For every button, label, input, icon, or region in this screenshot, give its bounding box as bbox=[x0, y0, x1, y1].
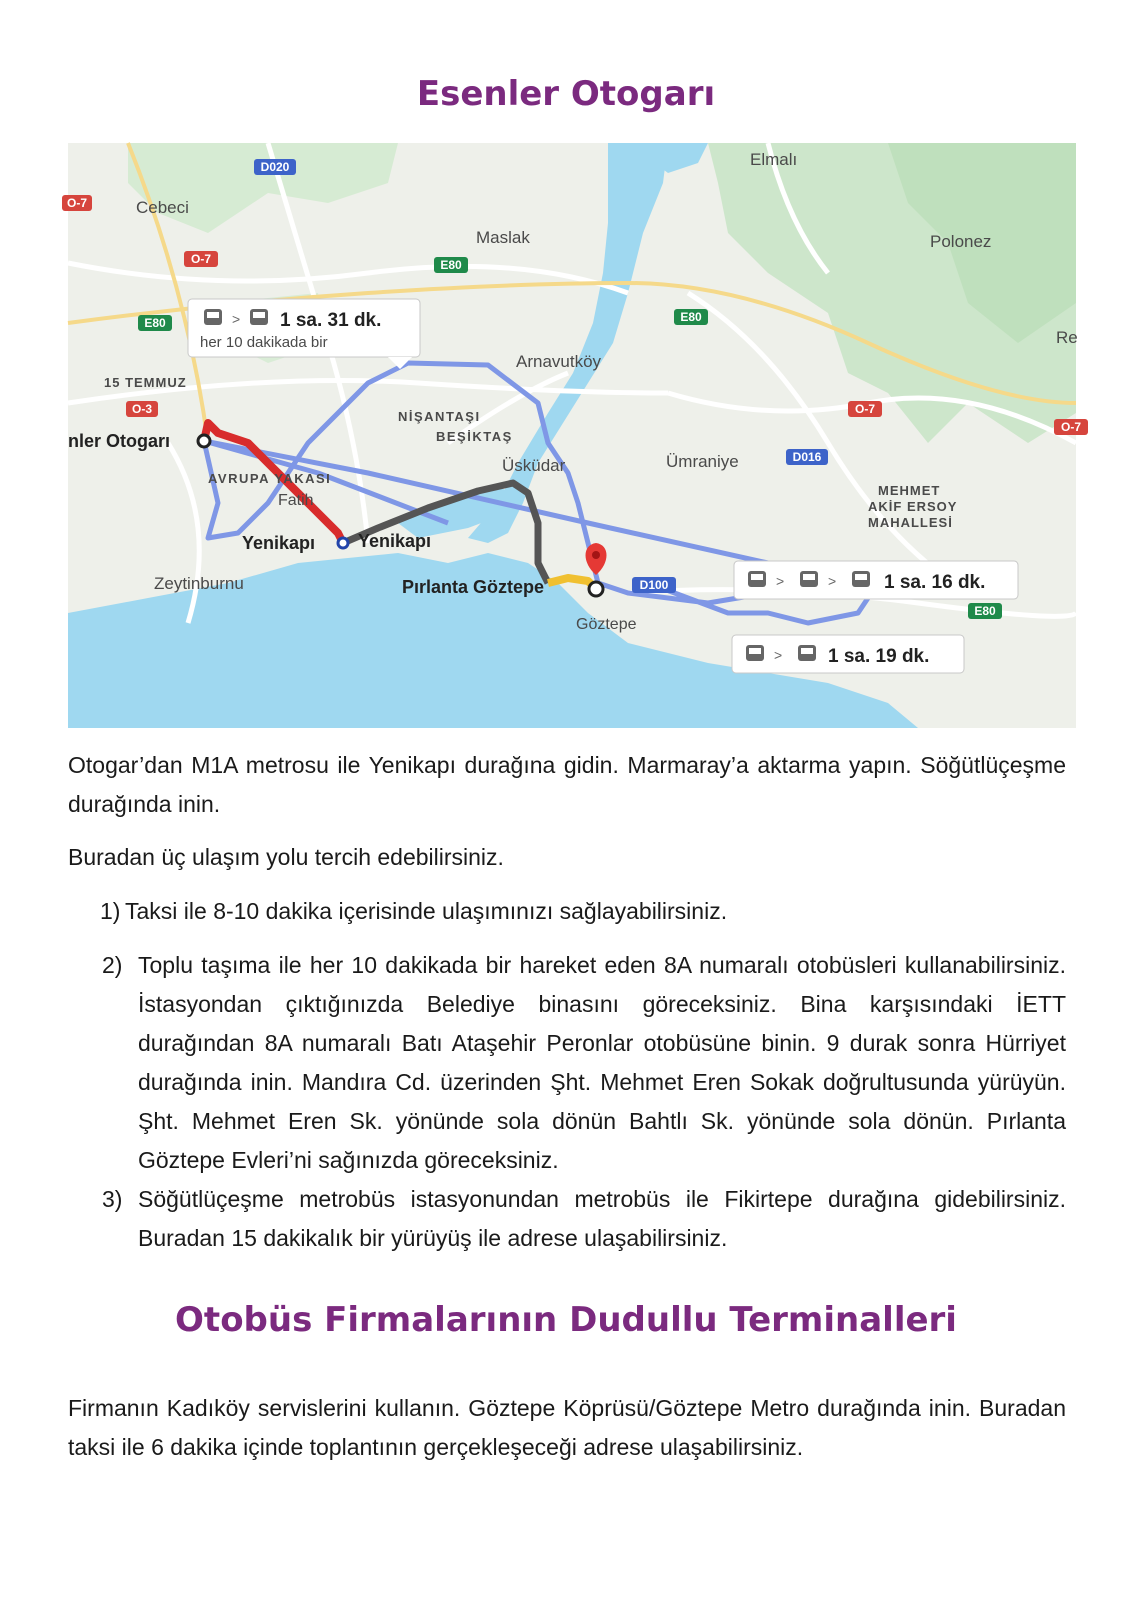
chevron-right-icon: > bbox=[776, 573, 785, 589]
transfer-marker[interactable] bbox=[338, 538, 348, 548]
place-label-destination: Pırlanta Göztepe bbox=[402, 577, 545, 597]
road-badge-label: O-3 bbox=[131, 402, 153, 416]
road-badge-label: E80 bbox=[974, 604, 996, 618]
road-badge-label: D020 bbox=[260, 160, 290, 174]
chevron-right-icon: > bbox=[774, 647, 783, 663]
bus-icon bbox=[204, 309, 222, 325]
list-item-text: Söğütlüçeşme metrobüs istasyonundan metrobüs ile Fikirtepe durağına gidebilirsiniz. Buradan 15 dakikalık bir yürüyüş ile adrese ulaşabilirsiniz. bbox=[138, 1186, 1066, 1251]
place-label: MAHALLESİ bbox=[868, 515, 953, 530]
origin-marker[interactable] bbox=[198, 435, 210, 447]
place-label: Cebeci bbox=[136, 198, 189, 217]
road-badge-label: O-7 bbox=[854, 402, 876, 416]
chevron-right-icon: > bbox=[232, 311, 241, 327]
route-map[interactable] bbox=[66, 143, 1082, 728]
road-badge-label: D100 bbox=[639, 578, 669, 592]
place-label: Üsküdar bbox=[502, 456, 566, 475]
place-label: Zeytinburnu bbox=[154, 574, 244, 593]
route-duration: 1 sa. 31 dk. bbox=[280, 310, 382, 331]
bus-icon bbox=[746, 645, 764, 661]
road-badge-label: O-7 bbox=[66, 196, 88, 210]
place-label: Polonez bbox=[930, 232, 992, 251]
place-label-yenikapi: Yenikapı bbox=[242, 533, 316, 553]
place-label: Fatih bbox=[278, 492, 314, 509]
route-frequency: her 10 dakikada bir bbox=[200, 334, 328, 351]
section-title-esenler: Esenler Otogarı bbox=[416, 74, 716, 114]
place-label-origin: nler Otogarı bbox=[68, 431, 171, 451]
place-label: Maslak bbox=[476, 228, 530, 247]
road-badge-label: D016 bbox=[792, 450, 822, 464]
road-badge-label: E80 bbox=[680, 310, 702, 324]
options-intro: Buradan üç ulaşım yolu tercih edebilirsiniz. bbox=[68, 844, 504, 870]
route-duration: 1 sa. 16 dk. bbox=[884, 572, 986, 593]
bus-icon bbox=[250, 309, 268, 325]
bus-icon bbox=[800, 571, 818, 587]
place-label: AVRUPA YAKASI bbox=[208, 471, 332, 486]
list-item bbox=[102, 946, 1066, 1180]
place-label: Elmalı bbox=[750, 150, 798, 169]
list-item-text: Toplu taşıma ile her 10 dakikada bir hareket eden 8A numaralı otobüsleri kullanabilirsiniz. İstasyondan çıktığınızda Belediye binasını göreceksiniz. Bina karşısındaki İETT durağından 8A numaralı Batı Ataşehir Peronlar otobüsüne binin. 9 durak sonra Hürriyet durağında inin. Mandıra Cd. üzerinden Şht. Mehmet Eren Sokak doğrultusunda yürüyün. Şht. Mehmet Eren Sk. yönünde sola dönün Bahtlı Sk. yönünde sola dönün. Pırlanta Göztepe Evleri’ni sağınızda göreceksiniz. bbox=[138, 952, 1066, 1173]
route-box-3[interactable] bbox=[732, 635, 964, 673]
directions-paragraph: Otogar’dan M1A metrosu ile Yenikapı durağına gidin. Marmaray’a aktarma yapın. Söğütlüçeşme durağında inin. bbox=[68, 752, 1066, 817]
place-label: BEŞİKTAŞ bbox=[436, 429, 513, 444]
bus-icon bbox=[748, 571, 766, 587]
chevron-right-icon: > bbox=[828, 573, 837, 589]
road-badge-label: E80 bbox=[144, 316, 166, 330]
place-label: Arnavutköy bbox=[516, 352, 602, 371]
road-badge-label: O-7 bbox=[190, 252, 212, 266]
place-label: AKİF ERSOY bbox=[868, 499, 958, 514]
road-badge-label: O-7 bbox=[1060, 420, 1082, 434]
place-label-yenikapi: Yenikapı bbox=[358, 531, 432, 551]
road-badge-label: E80 bbox=[440, 258, 462, 272]
section-title-dudullu: Otobüs Firmalarının Dudullu Terminalleri bbox=[175, 1300, 957, 1340]
route-duration: 1 sa. 19 dk. bbox=[828, 646, 930, 667]
destination-marker[interactable] bbox=[589, 582, 603, 596]
list-item bbox=[102, 1180, 1066, 1258]
place-label: NİŞANTAŞI bbox=[398, 409, 481, 424]
route-box-2[interactable] bbox=[734, 561, 1018, 599]
bus-icon bbox=[852, 571, 870, 587]
place-label: Ümraniye bbox=[666, 452, 739, 471]
place-label: Re bbox=[1056, 328, 1078, 347]
bus-icon bbox=[798, 645, 816, 661]
place-label: Göztepe bbox=[576, 616, 637, 633]
list-item-number: 3) bbox=[102, 1186, 123, 1212]
place-label: 15 TEMMUZ bbox=[104, 375, 187, 390]
place-label: MEHMET bbox=[878, 483, 941, 498]
list-item-number: 1) bbox=[100, 898, 121, 924]
list-item bbox=[100, 892, 1060, 931]
list-item-number: 2) bbox=[102, 952, 123, 978]
list-item-text: Taksi ile 8-10 dakika içerisinde ulaşımınızı sağlayabilirsiniz. bbox=[125, 898, 728, 924]
dudullu-paragraph: Firmanın Kadıköy servislerini kullanın. Göztepe Köprüsü/Göztepe Metro durağında inin. Buradan taksi ile 6 dakika içinde toplantının gerçekleşeceği adrese ulaşabilirsiniz. bbox=[68, 1395, 1066, 1460]
